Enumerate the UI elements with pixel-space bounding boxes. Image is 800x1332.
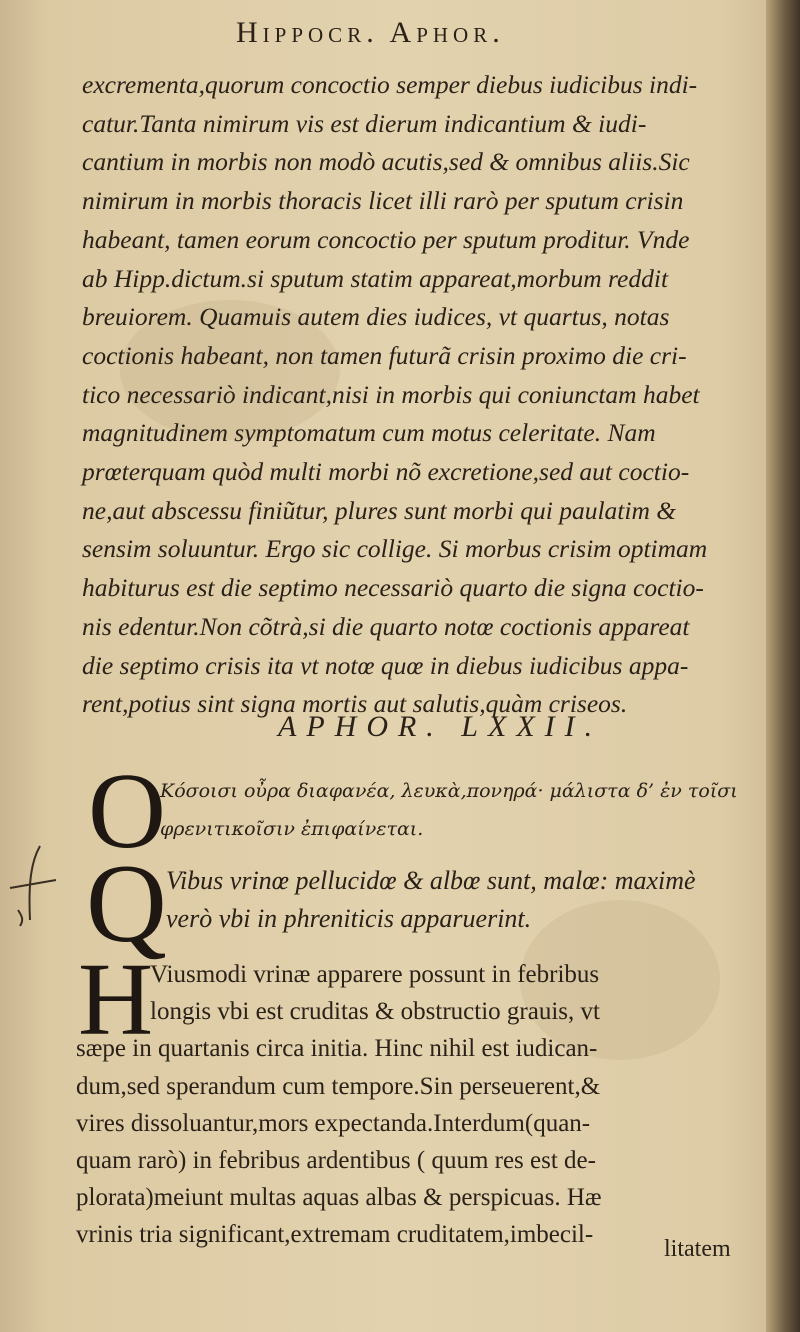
commentary-block [82, 66, 772, 724]
text-line: tico necessariò indicant,nisi in morbis qui coniunctam habet [82, 379, 700, 409]
drop-cap-latin: Q [86, 842, 167, 966]
text-line: plorata)meiunt multas aquas albas & perspicuas. Hæ [76, 1184, 602, 1212]
text-line: habiturus est die septimo necessariò quarto die signa coctio- [82, 573, 704, 603]
book-gutter [766, 0, 800, 1332]
text-line: catur.Tanta nimirum vis est dierum indicantium & iudi- [82, 108, 647, 138]
catchword: litatem [664, 1236, 731, 1262]
marginal-annotation-mark [2, 840, 62, 930]
text-line: longis vbi est cruditas & obstructio grauis, vt [150, 998, 600, 1026]
text-line: vrinis tria significant,extremam cruditatem,imbecil- [76, 1221, 594, 1249]
text-line: dum,sed sperandum cum tempore.Sin perseuerent,& [76, 1072, 601, 1100]
drop-cap-greek: O [88, 752, 166, 871]
text-line: φρενιτικοῖσιν ἐπιφαίνεται. [160, 818, 424, 840]
text-line: verò vbi in phreniticis apparuerint. [166, 904, 532, 933]
text-line: breuiorem. Quamuis autem dies iudices, vt quartus, notas [82, 302, 670, 332]
text-line: nimirum in morbis thoracis licet illi rarò per sputum crisin [82, 186, 684, 216]
greek-aphorism [160, 772, 770, 848]
text-line: excrementa,quorum concoctio semper diebus iudicibus indi- [82, 70, 698, 99]
text-line: ne,aut abscessu finiũtur, plures sunt morbi qui paulatim & [82, 495, 677, 525]
drop-cap-commentary: H [78, 942, 154, 1057]
text-line: Viusmodi vrinæ apparere possunt in febribus [150, 961, 600, 988]
latin-aphorism [166, 862, 766, 938]
roman-commentary [76, 956, 766, 1254]
text-line: vires dissoluantur,mors expectanda.Interdum(quan- [76, 1109, 591, 1137]
text-line: die septimo crisis ita vt notœ quœ in diebus iudicibus appa- [82, 650, 689, 680]
aphorism-heading: APHOR. LXXII. [278, 710, 603, 743]
text-line: rent,potius sint signa mortis aut salutis,quàm criseos. [82, 689, 628, 719]
text-line: magnitudinem symptomatum cum motus celeritate. Nam [82, 418, 656, 448]
text-line: sensim soluuntur. Ergo sic collige. Si morbus crisim optimam [82, 534, 708, 564]
text-line: coctionis habeant, non tamen futurã crisin proximo die cri- [82, 340, 687, 370]
text-line: cantium in morbis non modò acutis,sed & omnibus aliis.Sic [82, 147, 690, 177]
text-line: quam rarò) in febribus ardentibus ( quum res est de- [76, 1147, 596, 1175]
text-line: ab Hipp.dictum.si sputum statim appareat,morbum reddit [82, 263, 669, 293]
text-line: Κόσοισι οὖρα διαφανέα, λευκὰ,πονηρά· μάλιστα δ’ ἐν τοῖσι [160, 780, 738, 802]
text-line: prœterquam quòd multi morbi nõ excretione,sed aut coctio- [82, 457, 690, 487]
text-line: habeant, tamen eorum concoctio per sputum proditur. Vnde [82, 224, 690, 254]
text-line: Vibus vrinœ pellucidœ & albœ sunt, malœ: maximè [166, 866, 696, 895]
running-head: Hippocr. Aphor. [236, 16, 505, 49]
text-line: sæpe in quartanis circa initia. Hinc nihil est iudican- [76, 1035, 598, 1063]
text-line: nis edentur.Non cõtrà,si die quarto notœ coctionis appareat [82, 611, 690, 641]
